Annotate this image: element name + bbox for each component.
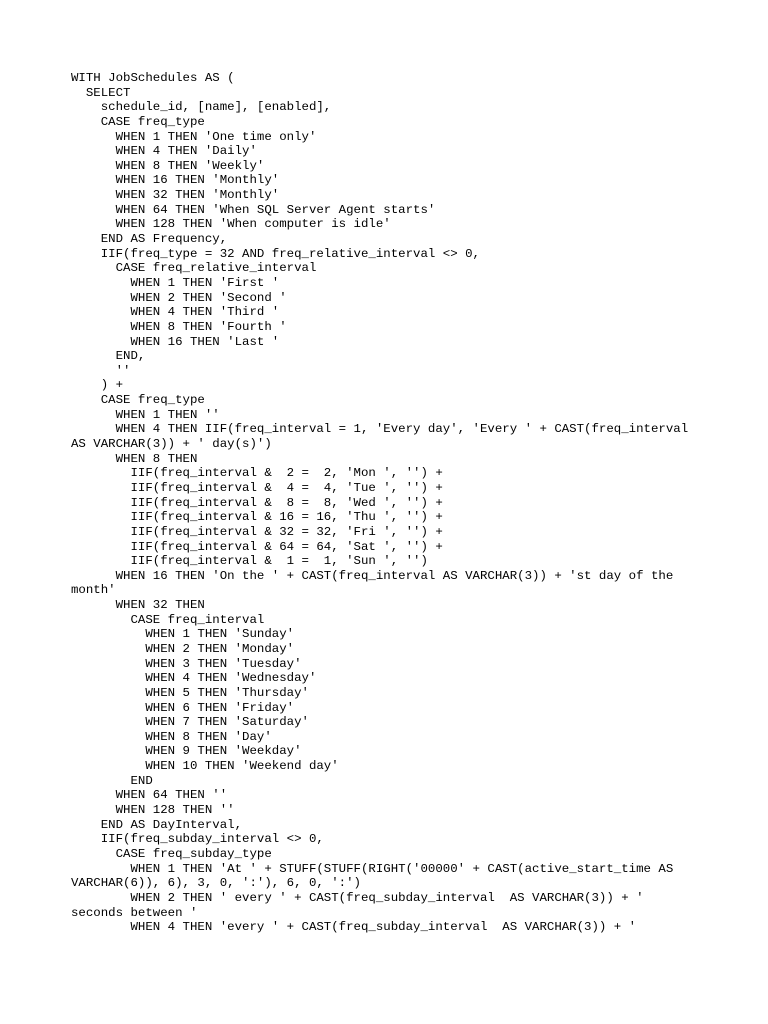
code-line: WHEN 4 THEN 'every ' + CAST(freq_subday_interval AS VARCHAR(3)) + ' bbox=[71, 920, 637, 935]
code-line: seconds between ' bbox=[71, 905, 198, 920]
code-line: WHEN 8 THEN 'Fourth ' bbox=[71, 319, 287, 334]
code-line: IIF(freq_interval & 2 = 2, 'Mon ', '') + bbox=[71, 466, 443, 481]
code-line: WHEN 64 THEN '' bbox=[71, 788, 228, 803]
code-line: WHEN 128 THEN 'When computer is idle' bbox=[71, 217, 391, 232]
code-line: WITH JobSchedules AS ( bbox=[71, 71, 235, 85]
code-line: WHEN 1 THEN '' bbox=[71, 407, 220, 422]
code-line: IIF(freq_interval & 16 = 16, 'Thu ', '') + bbox=[71, 510, 443, 525]
code-line: WHEN 3 THEN 'Tuesday' bbox=[71, 656, 302, 671]
code-line: END AS DayInterval, bbox=[71, 817, 243, 832]
code-line: WHEN 16 THEN 'On the ' + CAST(freq_interval AS VARCHAR(3)) + 'st day of the bbox=[71, 568, 674, 583]
code-line: IIF(freq_interval & 1 = 1, 'Sun ', '') bbox=[71, 554, 428, 569]
code-line: WHEN 5 THEN 'Thursday' bbox=[71, 685, 309, 700]
code-line: WHEN 4 THEN IIF(freq_interval = 1, 'Every day', 'Every ' + CAST(freq_interval bbox=[71, 422, 689, 437]
code-line: WHEN 8 THEN bbox=[71, 451, 198, 466]
code-line: WHEN 32 THEN 'Monthly' bbox=[71, 188, 280, 203]
code-line: IIF(freq_type = 32 AND freq_relative_interval <> 0, bbox=[71, 246, 480, 261]
code-line: WHEN 1 THEN 'At ' + STUFF(STUFF(RIGHT('00000' + CAST(active_start_time AS bbox=[71, 861, 674, 876]
code-line: WHEN 8 THEN 'Day' bbox=[71, 729, 272, 744]
code-line: IIF(freq_interval & 64 = 64, 'Sat ', '') + bbox=[71, 539, 443, 554]
code-line: WHEN 7 THEN 'Saturday' bbox=[71, 715, 309, 730]
code-line: WHEN 8 THEN 'Weekly' bbox=[71, 158, 265, 173]
code-line: AS VARCHAR(3)) + ' day(s)') bbox=[71, 437, 272, 452]
code-line: WHEN 9 THEN 'Weekday' bbox=[71, 744, 302, 759]
code-line: IIF(freq_interval & 8 = 8, 'Wed ', '') + bbox=[71, 495, 443, 510]
code-line: END bbox=[71, 773, 153, 788]
code-line: '' bbox=[71, 363, 131, 378]
code-line: WHEN 2 THEN ' every ' + CAST(freq_subday_interval AS VARCHAR(3)) + ' bbox=[71, 890, 644, 905]
code-line: WHEN 32 THEN bbox=[71, 598, 205, 613]
code-line: WHEN 2 THEN 'Second ' bbox=[71, 290, 287, 305]
code-line: WHEN 6 THEN 'Friday' bbox=[71, 700, 295, 715]
code-line: IIF(freq_subday_interval <> 0, bbox=[71, 832, 324, 847]
code-line: IIF(freq_interval & 32 = 32, 'Fri ', '') + bbox=[71, 524, 443, 539]
code-line: VARCHAR(6)), 6), 3, 0, ':'), 6, 0, ':') bbox=[71, 876, 361, 891]
code-line: WHEN 1 THEN 'Sunday' bbox=[71, 627, 295, 642]
code-line: IIF(freq_interval & 4 = 4, 'Tue ', '') + bbox=[71, 480, 443, 495]
code-line: WHEN 4 THEN 'Daily' bbox=[71, 144, 257, 159]
code-line: CASE freq_type bbox=[71, 393, 205, 408]
code-line: END AS Frequency, bbox=[71, 232, 228, 247]
code-line: WHEN 10 THEN 'Weekend day' bbox=[71, 759, 339, 774]
code-line: WHEN 4 THEN 'Third ' bbox=[71, 305, 280, 320]
sql-code-block bbox=[71, 71, 711, 935]
code-line: CASE freq_type bbox=[71, 114, 205, 129]
code-line: WHEN 16 THEN 'Last ' bbox=[71, 334, 280, 349]
code-line: WHEN 1 THEN 'First ' bbox=[71, 275, 280, 290]
code-line: WHEN 4 THEN 'Wednesday' bbox=[71, 671, 317, 686]
code-line: SELECT bbox=[71, 85, 131, 100]
code-line: month' bbox=[71, 583, 116, 598]
code-line: WHEN 64 THEN 'When SQL Server Agent starts' bbox=[71, 202, 436, 217]
code-line: schedule_id, [name], [enabled], bbox=[71, 100, 332, 115]
code-line: WHEN 1 THEN 'One time only' bbox=[71, 129, 317, 144]
code-line: CASE freq_relative_interval bbox=[71, 261, 317, 276]
code-line: CASE freq_interval bbox=[71, 612, 265, 627]
code-line: CASE freq_subday_type bbox=[71, 846, 272, 861]
code-line: WHEN 128 THEN '' bbox=[71, 803, 235, 818]
code-line: ) + bbox=[71, 378, 124, 393]
code-line: WHEN 2 THEN 'Monday' bbox=[71, 641, 295, 656]
code-line: END, bbox=[71, 349, 146, 364]
code-line: WHEN 16 THEN 'Monthly' bbox=[71, 173, 280, 188]
